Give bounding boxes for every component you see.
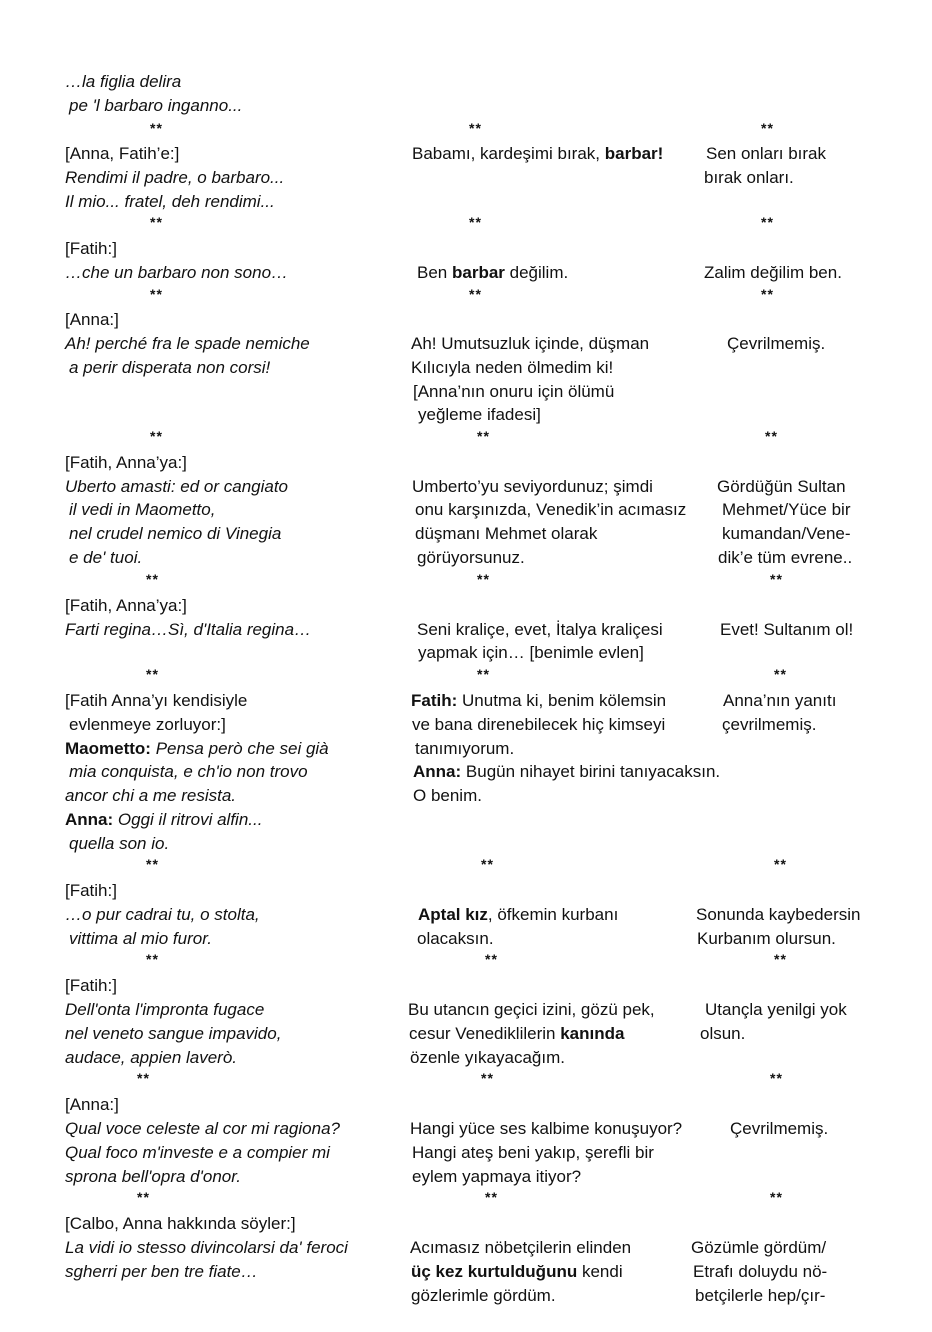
turkish-line: Ah! Umutsuzluk içinde, düşman xyxy=(411,334,650,353)
character-name: Anna: xyxy=(413,762,462,781)
turkish-bold-text: barbar xyxy=(451,263,505,282)
character-name: Maometto: xyxy=(65,739,151,758)
turkish-text: , öfkemin kurbanı xyxy=(487,905,619,924)
turkish-line: onu karşınızda, Venedik’in acımasız xyxy=(415,500,687,519)
speaker-label: [Calbo, Anna hakkında söyler:] xyxy=(65,1214,296,1233)
separator: ** xyxy=(150,120,163,136)
dialogue-line xyxy=(65,739,329,759)
character-name: Anna: xyxy=(65,810,114,829)
alt-translation-line: olsun. xyxy=(700,1024,746,1043)
alt-translation-line: Sen onları bırak xyxy=(706,144,827,163)
italian-line: Dell'onta l'impronta fugace xyxy=(65,1000,265,1019)
separator: ** xyxy=(150,214,163,230)
turkish-line xyxy=(409,1024,624,1044)
alt-translation-line: Sonunda kaybedersin xyxy=(696,905,861,924)
turkish-line: düşmanı Mehmet olarak xyxy=(415,524,598,543)
turkish-line: Acımasız nöbetçilerin elinden xyxy=(410,1238,632,1257)
italian-text: Oggi il ritrovi alfin... xyxy=(117,810,263,829)
intro-line-2: pe 'l barbaro inganno... xyxy=(69,96,243,115)
character-name: Fatih: xyxy=(411,691,458,710)
separator: ** xyxy=(770,1189,783,1205)
separator: ** xyxy=(765,428,778,444)
alt-translation-line: Zalim değilim ben. xyxy=(704,263,842,282)
separator: ** xyxy=(774,856,787,872)
turkish-text: Babamı, kardeşimi bırak, xyxy=(412,144,605,163)
italian-line: Qual voce celeste al cor mi ragiona? xyxy=(65,1119,340,1138)
turkish-line: yeğleme ifadesi] xyxy=(418,405,541,424)
separator: ** xyxy=(761,286,774,302)
turkish-text: Ben xyxy=(417,263,452,282)
italian-line: ancor chi a me resista. xyxy=(65,786,237,805)
turkish-line: Hangi ateş beni yakıp, şerefli bir xyxy=(412,1143,654,1162)
turkish-line xyxy=(411,1262,623,1282)
speaker-label: [Fatih:] xyxy=(65,239,117,258)
speaker-label: [Fatih Anna’yı kendisiyle xyxy=(65,691,248,710)
turkish-text: değilim. xyxy=(504,263,569,282)
turkish-line: Kılıcıyla neden ölmedim ki! xyxy=(411,358,614,377)
alt-translation-line: Utançla yenilgi yok xyxy=(705,1000,847,1019)
turkish-bold-text: Aptal kız xyxy=(418,905,488,924)
speaker-label: [Fatih, Anna’ya:] xyxy=(65,453,187,472)
alt-translation-line: çevrilmemiş. xyxy=(722,715,817,734)
separator: ** xyxy=(469,286,482,302)
italian-line: a perir disperata non corsi! xyxy=(69,358,271,377)
turkish-line xyxy=(418,905,618,925)
speaker-label: [Fatih:] xyxy=(65,881,117,900)
italian-line: Ah! perché fra le spade nemiche xyxy=(65,334,310,353)
turkish-text: Unutma ki, benim kölemsin xyxy=(462,691,667,710)
speaker-label: evlenmeye zorluyor:] xyxy=(69,715,226,734)
turkish-bold-text: kanında xyxy=(560,1024,625,1043)
separator: ** xyxy=(774,951,787,967)
speaker-label: [Anna, Fatih’e:] xyxy=(65,144,180,163)
turkish-text: kendi xyxy=(577,1262,623,1281)
italian-line: e de' tuoi. xyxy=(69,548,143,567)
separator: ** xyxy=(150,428,163,444)
separator: ** xyxy=(146,666,159,682)
separator: ** xyxy=(146,951,159,967)
separator: ** xyxy=(477,571,490,587)
italian-line: nel crudel nemico di Vinegia xyxy=(69,524,282,543)
turkish-line: [Anna’nın onuru için ölümü xyxy=(413,382,615,401)
turkish-line: Hangi yüce ses kalbime konuşuyor? xyxy=(410,1119,683,1138)
separator: ** xyxy=(146,856,159,872)
speaker-label: [Anna:] xyxy=(65,310,119,329)
turkish-line: görüyorsunuz. xyxy=(417,548,525,567)
turkish-text: Bugün nihayet birini tanıyacaksın. xyxy=(465,762,721,781)
separator: ** xyxy=(477,428,490,444)
separator: ** xyxy=(761,120,774,136)
turkish-line: olacaksın. xyxy=(417,929,494,948)
italian-line: sprona bell'opra d'onor. xyxy=(65,1167,241,1186)
turkish-line: gözlerimle gördüm. xyxy=(411,1286,556,1305)
separator: ** xyxy=(137,1189,150,1205)
italian-line: Rendimi il padre, o barbaro... xyxy=(65,168,285,187)
italian-text: Pensa però che sei già xyxy=(155,739,329,758)
italian-line: mia conquista, e ch'io non trovo xyxy=(69,762,308,781)
alt-translation-line: bırak onları. xyxy=(704,168,794,187)
alt-translation-line: Mehmet/Yüce bir xyxy=(722,500,851,519)
turkish-bold-text: üç kez kurtulduğunu xyxy=(411,1262,578,1281)
separator: ** xyxy=(761,214,774,230)
alt-translation-line: Kurbanım olursun. xyxy=(697,929,836,948)
separator: ** xyxy=(146,571,159,587)
alt-translation-line: betçilerle hep/çır- xyxy=(695,1286,826,1305)
alt-translation-line: Gördüğün Sultan xyxy=(717,477,846,496)
italian-line: vittima al mio furor. xyxy=(69,929,212,948)
alt-translation-line: Anna’nın yanıtı xyxy=(723,691,837,710)
turkish-line: O benim. xyxy=(413,786,482,805)
alt-translation-line: Gözümle gördüm/ xyxy=(691,1238,827,1257)
alt-translation-line: Etrafı doluydu nö- xyxy=(693,1262,828,1281)
turkish-line xyxy=(412,144,663,164)
italian-line: Farti regina…Sì, d'Italia regina… xyxy=(65,620,312,639)
turkish-line: yapmak için… [benimle evlen] xyxy=(418,643,644,662)
dialogue-line xyxy=(413,762,720,782)
alt-translation-line: Evet! Sultanım ol! xyxy=(720,620,854,639)
separator: ** xyxy=(481,856,494,872)
alt-translation-line: dik’e tüm evrene.. xyxy=(718,548,853,567)
dialogue-line xyxy=(411,691,666,711)
alt-translation-line: kumandan/Vene- xyxy=(722,524,851,543)
separator: ** xyxy=(469,120,482,136)
turkish-line xyxy=(417,263,568,283)
italian-line: …che un barbaro non sono… xyxy=(65,263,289,282)
dialogue-line xyxy=(65,810,262,830)
speaker-label: [Fatih, Anna’ya:] xyxy=(65,596,187,615)
italian-line: …o pur cadrai tu, o stolta, xyxy=(65,905,260,924)
turkish-line: ve bana direnebilecek hiç kimseyi xyxy=(412,715,666,734)
separator: ** xyxy=(150,286,163,302)
separator: ** xyxy=(770,1070,783,1086)
intro-line-1: …la figlia delira xyxy=(65,72,182,91)
italian-line: Il mio... fratel, deh rendimi... xyxy=(65,192,275,211)
turkish-line: Bu utancın geçici izini, gözü pek, xyxy=(408,1000,655,1019)
turkish-line: Seni kraliçe, evet, İtalya kraliçesi xyxy=(417,620,663,639)
italian-line: audace, appien laverò. xyxy=(65,1048,238,1067)
separator: ** xyxy=(477,666,490,682)
italian-line: quella son io. xyxy=(69,834,170,853)
turkish-text: cesur Venediklilerin xyxy=(409,1024,561,1043)
turkish-line: tanımıyorum. xyxy=(415,739,515,758)
separator: ** xyxy=(481,1070,494,1086)
turkish-bold-text: barbar! xyxy=(604,144,664,163)
italian-line: La vidi io stesso divincolarsi da' feroci xyxy=(65,1238,348,1257)
separator: ** xyxy=(485,951,498,967)
italian-line: Qual foco m'investe e a compier mi xyxy=(65,1143,330,1162)
speaker-label: [Anna:] xyxy=(65,1095,119,1114)
separator: ** xyxy=(137,1070,150,1086)
italian-line: il vedi in Maometto, xyxy=(69,500,216,519)
italian-line: Uberto amasti: ed or cangiato xyxy=(65,477,289,496)
turkish-line: Umberto’yu seviyordunuz; şimdi xyxy=(412,477,653,496)
separator: ** xyxy=(770,571,783,587)
alt-translation-line: Çevrilmemiş. xyxy=(727,334,826,353)
separator: ** xyxy=(485,1189,498,1205)
separator: ** xyxy=(774,666,787,682)
italian-line: sgherri per ben tre fiate… xyxy=(65,1262,258,1281)
alt-translation-line: Çevrilmemiş. xyxy=(730,1119,829,1138)
separator: ** xyxy=(469,214,482,230)
italian-line: nel veneto sangue impavido, xyxy=(65,1024,282,1043)
turkish-line: eylem yapmaya itiyor? xyxy=(412,1167,582,1186)
turkish-line: özenle yıkayacağım. xyxy=(410,1048,565,1067)
speaker-label: [Fatih:] xyxy=(65,976,117,995)
